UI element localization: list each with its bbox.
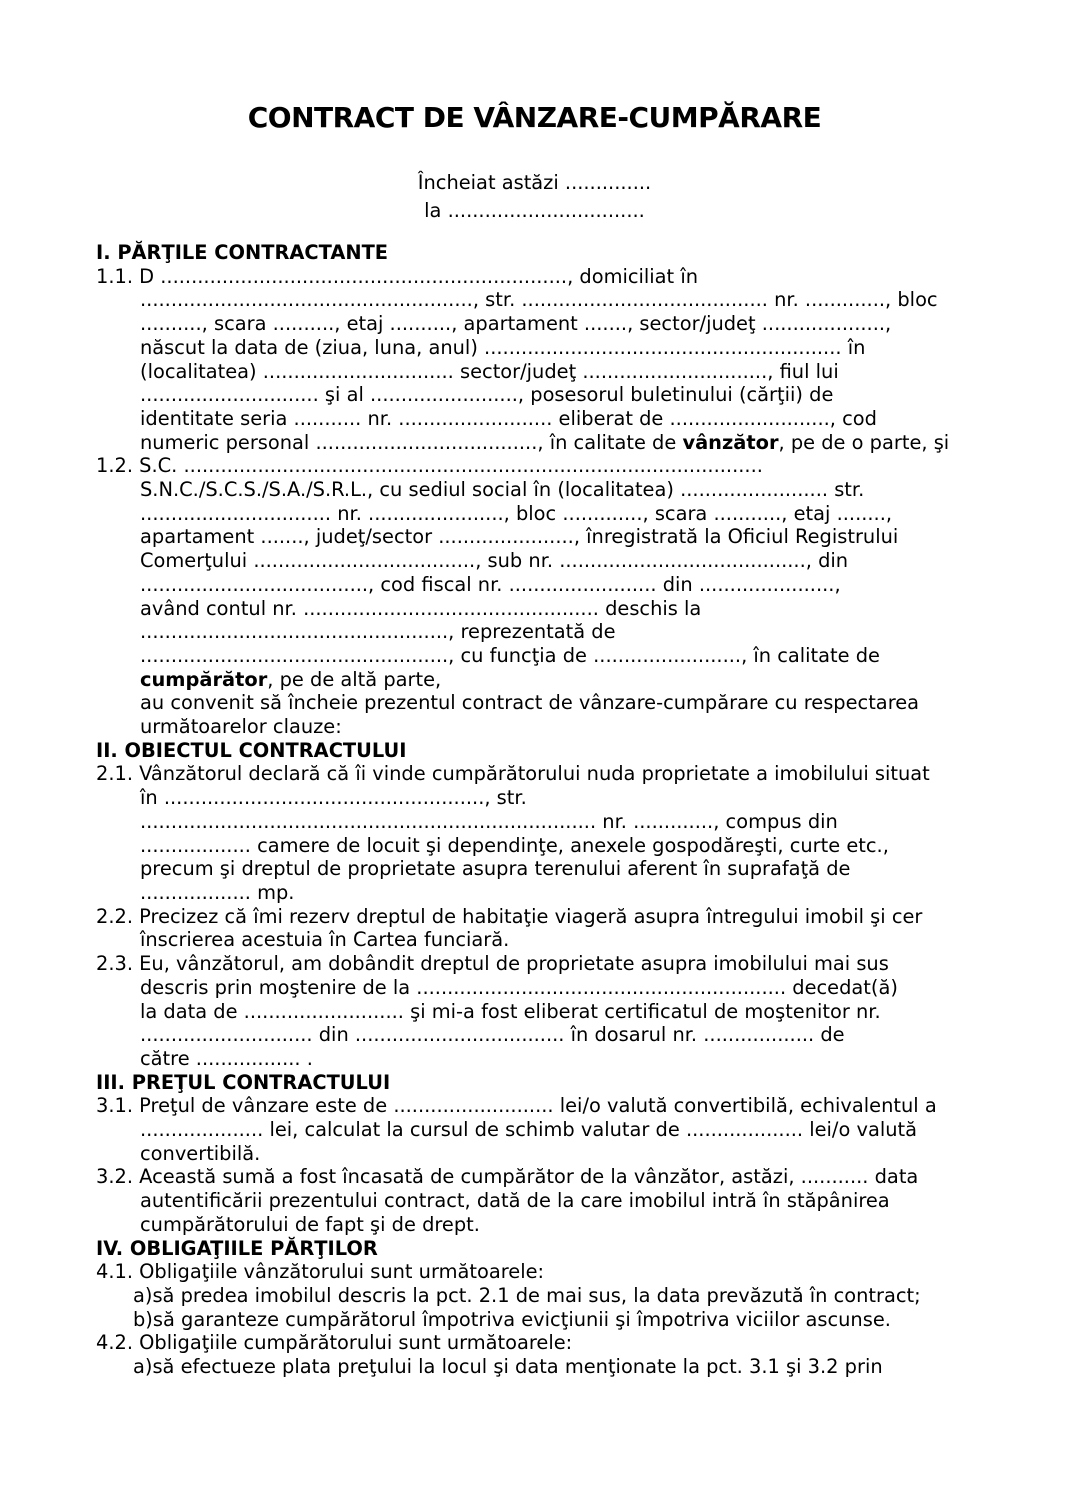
text-segment: 1.1. D .................................................................., domiciliat în (96, 264, 698, 288)
text-segment: 2.2. Precizez că îmi rezerv dreptul de habitaţie viageră asupra întregului imobil şi cer (96, 904, 923, 928)
text-segment: la data de .......................... şi mi-a fost eliberat certificatul de moştenitor nr. (140, 999, 881, 1023)
clause-line (0, 1094, 1069, 1118)
clause-line-continuation (0, 1118, 1069, 1142)
text-segment: ....................................., cod fiscal nr. ........................ din ......................, (140, 572, 841, 596)
text-segment: 2.3. Eu, vânzătorul, am dobândit dreptul de proprietate asupra imobilului mai sus (96, 952, 889, 976)
clause-line-continuation (0, 360, 1069, 384)
subtitle-date-line: Încheiat astăzi .............. (417, 171, 652, 194)
clause-line-continuation (0, 620, 1069, 644)
text-segment: a)să efectueze plata preţului la locul şi data menţionate la pct. 3.1 şi 3.2 prin (133, 1355, 883, 1379)
clause-subitem (0, 1284, 1069, 1308)
clause-line-continuation (0, 1023, 1069, 1047)
clause-line (0, 762, 1069, 786)
text-segment: către ................. . (140, 1046, 313, 1070)
text-segment: ............................ din .................................. în dosarul nr. .................. de (140, 1023, 845, 1047)
clause-line-continuation (0, 715, 1069, 739)
clause-line-continuation (0, 691, 1069, 715)
text-segment: 4.1. Obligaţiile vânzătorului sunt următoarele: (96, 1260, 545, 1284)
text-segment: .................................................., reprezentată de (140, 620, 616, 644)
clause-line-continuation (0, 976, 1069, 1000)
clause-line-continuation (0, 336, 1069, 360)
bold-term: I. PĂRŢILE CONTRACTANTE (96, 241, 389, 264)
text-segment: apartament ......., judeţ/sector ......................, înregistrată la Oficiul Registrului (140, 525, 899, 549)
clause-line-continuation (0, 857, 1069, 881)
text-segment: numeric personal ...................................., în calitate de (140, 430, 683, 454)
clause-line-continuation (0, 549, 1069, 573)
clause-line-continuation (0, 1047, 1069, 1071)
clause-line-continuation (0, 1189, 1069, 1213)
text-segment: , pe de o parte, şi (778, 430, 950, 454)
bold-term: IV. OBLIGAŢIILE PĂRŢILOR (96, 1236, 378, 1260)
section-heading (0, 241, 1069, 265)
text-segment: ......................................................, str. ........................................ nr. ............., bloc (140, 288, 938, 312)
clause-line-continuation (0, 573, 1069, 597)
document-subtitle (0, 169, 1069, 225)
bold-term: vânzător (682, 430, 779, 454)
document-body (0, 241, 1069, 1379)
text-segment: a)să predea imobilul descris la pct. 2.1 de mai sus, la data prevăzută în contract; (133, 1283, 921, 1307)
text-segment: având contul nr. ................................................ deschis la (140, 596, 702, 620)
clause-line-continuation (0, 881, 1069, 905)
clause-line (0, 1165, 1069, 1189)
clause-line-continuation (0, 478, 1069, 502)
text-segment: (localitatea) ............................... sector/judeţ .............................., fiul lui (140, 359, 839, 383)
text-segment: înscrierea acestuia în Cartea funciară. (140, 928, 510, 952)
subtitle-place-line: la ................................ (424, 199, 645, 222)
text-segment: cumpărătorului de fapt şi de drept. (140, 1212, 480, 1236)
text-segment: .................... lei, calculat la cursul de schimb valutar de ................... lei/o valută (140, 1118, 918, 1142)
text-segment: , pe de altă parte, (267, 667, 442, 691)
clause-subitem (0, 1308, 1069, 1332)
clause-line-continuation (0, 1000, 1069, 1024)
clause-line-continuation (0, 644, 1069, 668)
clause-line (0, 265, 1069, 289)
text-segment: .................................................., cu funcţia de ........................, în calitate de (140, 643, 880, 667)
clause-line (0, 952, 1069, 976)
text-segment: au convenit să încheie prezentul contract de vânzare-cumpărare cu respectarea (140, 691, 920, 715)
section-heading (0, 1237, 1069, 1261)
clause-line-continuation (0, 383, 1069, 407)
clause-line-continuation (0, 312, 1069, 336)
clause-line (0, 1331, 1069, 1355)
text-segment: .........., scara .........., etaj .........., apartament ......., sector/judeţ ...................., (140, 312, 892, 336)
clause-line-continuation (0, 525, 1069, 549)
clause-line-continuation (0, 288, 1069, 312)
clause-line-continuation (0, 668, 1069, 692)
clause-line (0, 905, 1069, 929)
clause-line-continuation (0, 597, 1069, 621)
text-segment: ............................. şi al ........................, posesorul buletinului (cărţii) de (140, 383, 834, 407)
text-segment: 3.2. Această sumă a fost încasată de cumpărător de la vânzător, astăzi, ........... data (96, 1165, 919, 1189)
bold-term: III. PREŢUL CONTRACTULUI (96, 1070, 391, 1094)
clause-subitem (0, 1355, 1069, 1379)
clause-line-continuation (0, 502, 1069, 526)
clause-line-continuation (0, 431, 1069, 455)
clause-line-continuation (0, 1142, 1069, 1166)
text-segment: .......................................................................... nr. ............., compus din (140, 809, 838, 833)
text-segment: .................. mp. (140, 880, 295, 904)
bold-term: II. OBIECTUL CONTRACTULUI (96, 738, 407, 762)
text-segment: 2.1. Vânzătorul declară că îi vinde cumpărătorului nuda proprietate a imobilului situat (96, 762, 930, 786)
text-segment: identitate seria ........... nr. ......................... eliberat de .........................., cod (140, 406, 877, 430)
text-segment: Comerţului ...................................., sub nr. ........................................, din (140, 549, 849, 573)
section-heading (0, 739, 1069, 763)
text-segment: 1.2. S.C. .............................................................................................. (96, 454, 763, 478)
text-segment: .................. camere de locuit şi dependinţe, anexele gospodăreşti, curte etc., (140, 833, 889, 857)
text-segment: descris prin moştenire de la ............................................................ decedat(ă) (140, 975, 898, 999)
text-segment: 3.1. Preţul de vânzare este de .......................... lei/o valută convertibilă, echivalentul a (96, 1094, 937, 1118)
clause-line-continuation (0, 1213, 1069, 1237)
clause-line-continuation (0, 834, 1069, 858)
text-segment: ............................... nr. ......................, bloc ............., scara ..........., etaj ........, (140, 501, 893, 525)
document-title: CONTRACT DE VÂNZARE-CUMPĂRARE (247, 101, 822, 134)
text-segment: precum şi dreptul de proprietate asupra terenului aferent în suprafaţă de (140, 857, 851, 881)
text-segment: în ...................................................., str. (140, 786, 527, 810)
text-segment: următoarelor clauze: (140, 715, 342, 739)
section-heading (0, 1071, 1069, 1095)
clause-line-continuation (0, 810, 1069, 834)
clause-line-continuation (0, 786, 1069, 810)
clause-line-continuation (0, 928, 1069, 952)
bold-term: cumpărător (140, 667, 268, 691)
text-segment: b)să garanteze cumpărătorul împotriva evicţiunii şi împotriva viciilor ascunse. (133, 1307, 891, 1331)
clause-line (0, 1260, 1069, 1284)
text-segment: 4.2. Obligaţiile cumpărătorului sunt următoarele: (96, 1331, 573, 1355)
text-segment: convertibilă. (140, 1141, 261, 1165)
text-segment: născut la data de (ziua, luna, anul) .......................................................... în (140, 335, 866, 359)
clause-line (0, 454, 1069, 478)
text-segment: S.N.C./S.C.S./S.A./S.R.L., cu sediul social în (localitatea) ........................ str. (140, 478, 865, 502)
clause-line-continuation (0, 407, 1069, 431)
text-segment: autentificării prezentului contract, dată de la care imobilul intră în stăpânirea (140, 1189, 890, 1213)
